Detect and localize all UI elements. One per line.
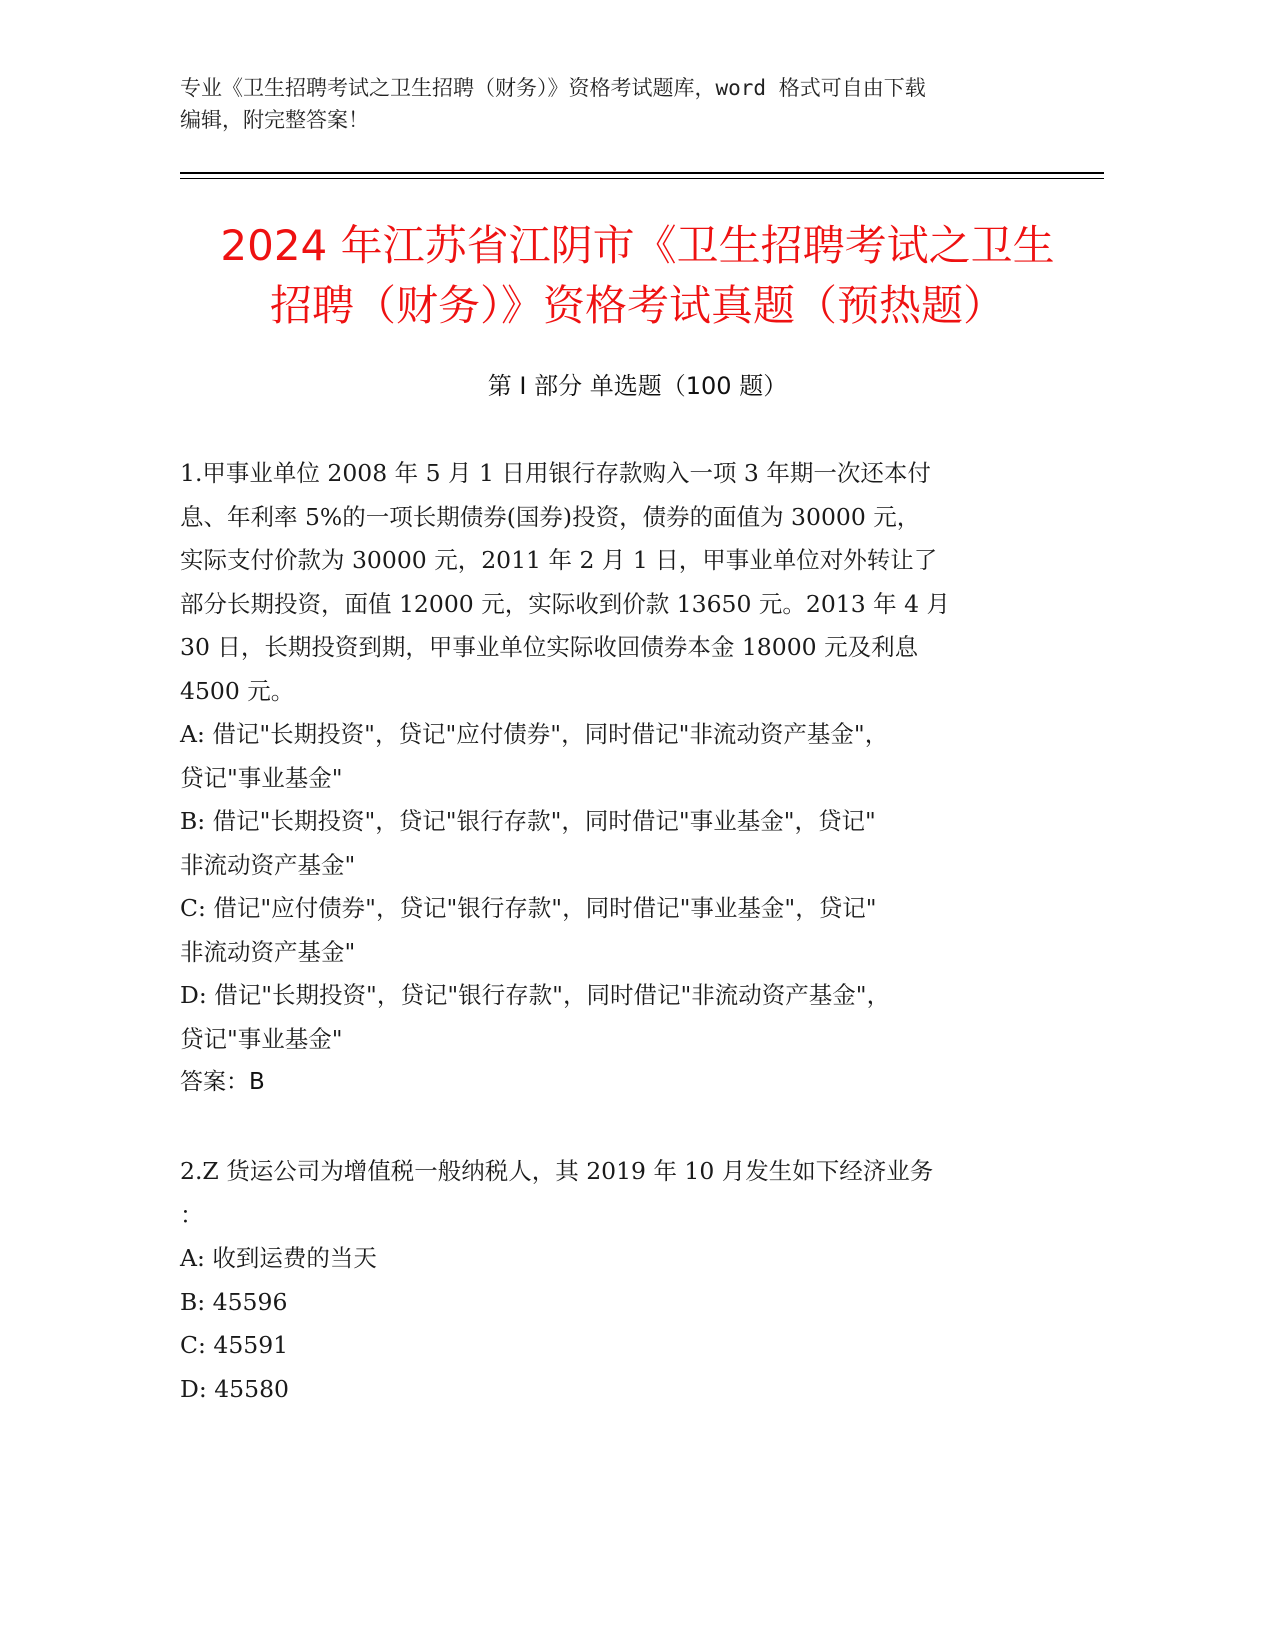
option-d <box>180 1368 1040 1412</box>
stem-line: 部分长期投资，面值 12000 元，实际收到价款 13650 元。2013 年 4 月 <box>180 589 951 618</box>
option-c <box>180 1324 1040 1368</box>
question-2 <box>180 1150 1040 1411</box>
document-title <box>170 216 1105 336</box>
header-divider-thin <box>180 178 1104 179</box>
stem-line: 30 日，长期投资到期，甲事业单位实际收回债券本金 18000 元及利息 <box>180 633 919 661</box>
option-b <box>180 800 1040 887</box>
option-line: C: 45591 <box>180 1331 289 1359</box>
title-line: 2024 年江苏省江阴市《卫生招聘考试之卫生 <box>220 221 1055 270</box>
stem-line: 实际支付价款为 30000 元，2011 年 2 月 1 日，甲事业单位对外转让了 <box>180 546 938 574</box>
header-note-line: 编辑，附完整答案！ <box>180 108 369 132</box>
option-line: B: 借记"长期投资"，贷记"银行存款"，同时借记"事业基金"，贷记" <box>180 807 876 835</box>
option-b <box>180 1281 1040 1325</box>
option-a <box>180 1237 1040 1281</box>
option-line: B: 45596 <box>180 1287 288 1316</box>
option-line: 非流动资产基金" <box>180 937 356 966</box>
stem-line: 2.Z 货运公司为增值税一般纳税人，其 2019 年 10 月发生如下经济业务 <box>180 1157 934 1185</box>
stem-line: ： <box>180 1200 204 1229</box>
question-1 <box>180 452 1040 1105</box>
option-line: C: 借记"应付债券"，贷记"银行存款"，同时借记"事业基金"，贷记" <box>180 894 877 922</box>
option-line: D: 45580 <box>180 1374 289 1403</box>
header-divider-thick <box>180 172 1104 174</box>
section-heading: 第 I 部分 单选题（100 题） <box>487 372 788 400</box>
option-line: 贷记"事业基金" <box>180 1024 343 1053</box>
header-note <box>180 72 1080 136</box>
stem-line: 息、年利率 5%的一项长期债券(国券)投资，债券的面值为 30000 元， <box>180 502 921 531</box>
option-a <box>180 713 1040 800</box>
option-line: D: 借记"长期投资"，贷记"银行存款"，同时借记"非流动资产基金"， <box>180 981 891 1009</box>
option-line: 非流动资产基金" <box>180 850 356 879</box>
option-c <box>180 887 1040 974</box>
option-line: A: 借记"长期投资"，贷记"应付债券"，同时借记"非流动资产基金"， <box>180 720 889 748</box>
question-stem <box>180 1150 1040 1237</box>
question-stem <box>180 452 1040 713</box>
stem-line: 4500 元。 <box>180 676 295 705</box>
option-line: A: 收到运费的当天 <box>180 1244 377 1272</box>
title-line: 招聘（财务）》资格考试真题（预热题） <box>269 281 1005 330</box>
option-line: 贷记"事业基金" <box>180 763 343 792</box>
header-note-line: 专业《卫生招聘考试之卫生招聘（财务）》资格考试题库，word 格式可自由下载 <box>180 76 926 100</box>
stem-line: 1.甲事业单位 2008 年 5 月 1 日用银行存款购入一项 3 年期一次还本付 <box>180 459 931 487</box>
option-d <box>180 974 1040 1061</box>
answer-label: 答案：B <box>180 1069 265 1095</box>
